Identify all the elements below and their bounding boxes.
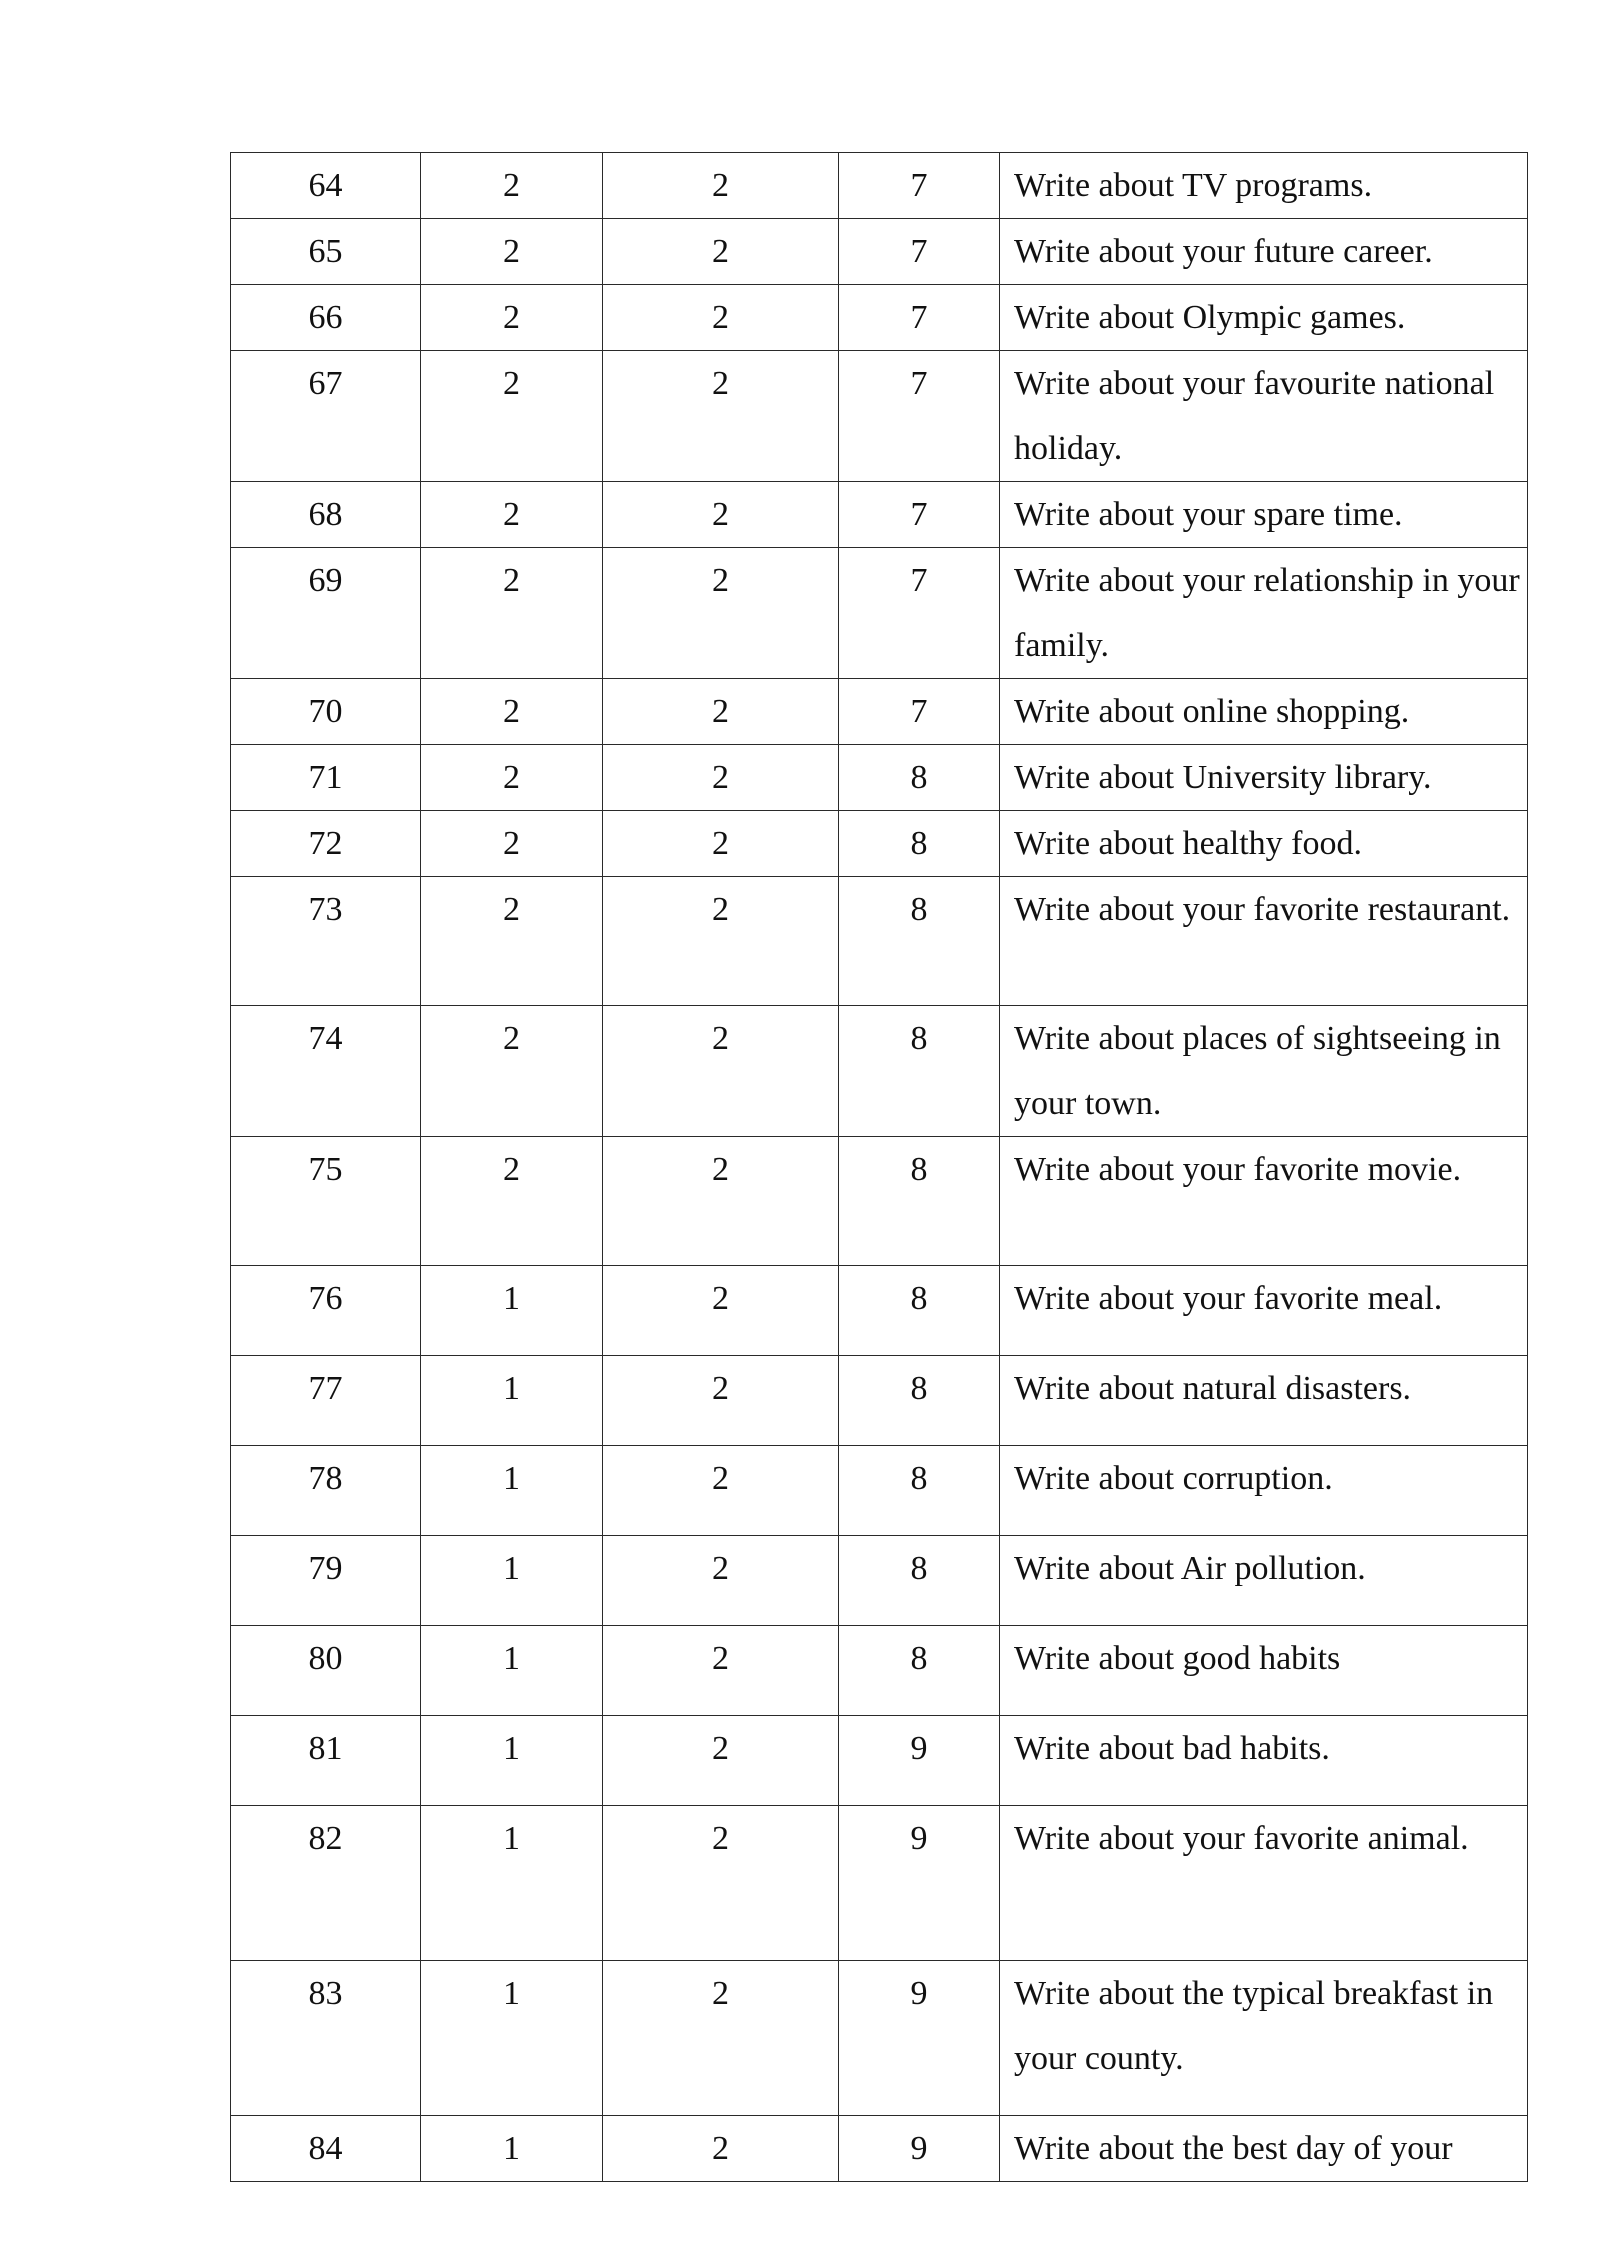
row-number-cell — [231, 2116, 421, 2182]
row-number-cell — [231, 1356, 421, 1446]
column-3-cell — [603, 811, 839, 877]
row-number-cell — [231, 351, 421, 482]
column-2-cell-text: 2 — [503, 496, 520, 533]
column-3-cell-text: 2 — [712, 1640, 729, 1677]
row-number-cell-text: 78 — [308, 1460, 343, 1497]
column-3-cell — [603, 877, 839, 1006]
table-row — [231, 877, 1528, 1006]
column-4-cell — [839, 219, 1000, 285]
column-2-cell — [421, 1137, 603, 1266]
table-row — [231, 219, 1528, 285]
row-number-cell — [231, 482, 421, 548]
table-row — [231, 1961, 1528, 2116]
row-number-cell — [231, 1626, 421, 1716]
column-2-cell — [421, 1806, 603, 1961]
column-2-cell-text: 2 — [503, 1151, 520, 1188]
column-4-cell — [839, 1806, 1000, 1961]
row-number-cell-text: 80 — [308, 1640, 343, 1677]
row-number-cell — [231, 219, 421, 285]
column-2-cell — [421, 548, 603, 679]
column-4-cell-text: 9 — [910, 1975, 928, 2012]
column-4-cell-text: 7 — [910, 562, 928, 599]
topic-cell-text: Write about your favorite restaurant. — [1014, 891, 1511, 928]
column-3-cell-text: 2 — [712, 562, 729, 599]
topic-cell-text: Write about natural disasters. — [1014, 1370, 1412, 1407]
topic-cell-text: Write about your spare time. — [1014, 496, 1403, 533]
row-number-cell — [231, 1536, 421, 1626]
topic-cell — [1000, 1356, 1528, 1446]
row-number-cell-text: 70 — [308, 693, 343, 730]
column-2-cell-text: 2 — [503, 825, 520, 862]
row-number-cell — [231, 1137, 421, 1266]
column-2-cell-text: 1 — [503, 1370, 520, 1407]
topic-cell-text: Write about the typical breakfast in your county. — [1014, 1975, 1494, 2077]
column-3-cell-text: 2 — [712, 365, 729, 402]
column-4-cell — [839, 811, 1000, 877]
topic-cell — [1000, 1536, 1528, 1626]
table-row — [231, 2116, 1528, 2182]
row-number-cell-text: 76 — [308, 1280, 343, 1317]
topic-cell-text: Write about online shopping. — [1014, 693, 1410, 730]
topic-cell — [1000, 482, 1528, 548]
column-4-cell-text: 7 — [910, 233, 928, 270]
row-number-cell-text: 69 — [308, 562, 343, 599]
column-3-cell — [603, 482, 839, 548]
row-number-cell — [231, 1446, 421, 1536]
column-2-cell — [421, 679, 603, 745]
column-3-cell-text: 2 — [712, 825, 729, 862]
topic-cell — [1000, 2116, 1528, 2182]
column-2-cell — [421, 1006, 603, 1137]
column-3-cell — [603, 1536, 839, 1626]
row-number-cell-text: 66 — [308, 299, 343, 336]
row-number-cell-text: 84 — [308, 2130, 343, 2167]
column-2-cell-text: 2 — [503, 693, 520, 730]
table-row — [231, 153, 1528, 219]
column-4-cell — [839, 1006, 1000, 1137]
column-3-cell — [603, 745, 839, 811]
column-2-cell-text: 1 — [503, 1550, 520, 1587]
column-3-cell — [603, 351, 839, 482]
column-4-cell — [839, 548, 1000, 679]
column-3-cell — [603, 1806, 839, 1961]
topic-cell-text: Write about your favorite meal. — [1014, 1280, 1443, 1317]
column-3-cell — [603, 1961, 839, 2116]
column-2-cell-text: 2 — [503, 891, 520, 928]
column-2-cell — [421, 482, 603, 548]
row-number-cell-text: 65 — [308, 233, 343, 270]
column-4-cell-text: 9 — [910, 1730, 928, 1767]
column-2-cell-text: 2 — [503, 299, 520, 336]
row-number-cell — [231, 285, 421, 351]
column-4-cell-text: 8 — [910, 1550, 928, 1587]
column-3-cell — [603, 548, 839, 679]
column-4-cell-text: 8 — [910, 1460, 928, 1497]
column-4-cell — [839, 1137, 1000, 1266]
column-2-cell — [421, 351, 603, 482]
column-3-cell — [603, 1006, 839, 1137]
column-4-cell — [839, 1446, 1000, 1536]
column-3-cell-text: 2 — [712, 1370, 729, 1407]
column-2-cell-text: 2 — [503, 365, 520, 402]
column-2-cell-text: 1 — [503, 2130, 520, 2167]
topic-cell — [1000, 219, 1528, 285]
row-number-cell — [231, 1716, 421, 1806]
column-4-cell-text: 7 — [910, 299, 928, 336]
column-3-cell — [603, 1716, 839, 1806]
table-row — [231, 482, 1528, 548]
column-4-cell-text: 8 — [910, 1280, 928, 1317]
topic-cell — [1000, 153, 1528, 219]
row-number-cell-text: 75 — [308, 1151, 343, 1188]
column-3-cell — [603, 1356, 839, 1446]
row-number-cell-text: 64 — [308, 167, 343, 204]
row-number-cell — [231, 1961, 421, 2116]
column-2-cell-text: 1 — [503, 1820, 520, 1857]
column-3-cell — [603, 679, 839, 745]
column-4-cell — [839, 351, 1000, 482]
table-row — [231, 1626, 1528, 1716]
column-3-cell — [603, 153, 839, 219]
row-number-cell-text: 68 — [308, 496, 343, 533]
column-2-cell-text: 2 — [503, 233, 520, 270]
column-4-cell — [839, 1626, 1000, 1716]
column-4-cell-text: 7 — [910, 496, 928, 533]
row-number-cell-text: 72 — [308, 825, 343, 862]
topic-cell-text: Write about places of sightseeing in your town. — [1014, 1020, 1501, 1122]
table-row — [231, 548, 1528, 679]
column-4-cell-text: 9 — [910, 2130, 928, 2167]
column-2-cell — [421, 1446, 603, 1536]
column-4-cell-text: 8 — [910, 891, 928, 928]
row-number-cell — [231, 548, 421, 679]
topic-cell — [1000, 1626, 1528, 1716]
topic-cell-text: Write about healthy food. — [1014, 825, 1362, 862]
column-4-cell — [839, 1536, 1000, 1626]
column-4-cell — [839, 153, 1000, 219]
topic-cell-text: Write about corruption. — [1014, 1460, 1333, 1497]
row-number-cell — [231, 811, 421, 877]
table-row — [231, 1806, 1528, 1961]
topic-cell-text: Write about your favorite movie. — [1014, 1151, 1462, 1188]
column-2-cell-text: 2 — [503, 167, 520, 204]
column-2-cell — [421, 2116, 603, 2182]
row-number-cell — [231, 1266, 421, 1356]
row-number-cell-text: 74 — [308, 1020, 343, 1057]
topic-cell — [1000, 679, 1528, 745]
column-2-cell-text: 1 — [503, 1460, 520, 1497]
column-3-cell — [603, 1446, 839, 1536]
row-number-cell — [231, 745, 421, 811]
column-4-cell — [839, 1716, 1000, 1806]
topic-cell — [1000, 1716, 1528, 1806]
column-3-cell-text: 2 — [712, 167, 729, 204]
topic-cell — [1000, 745, 1528, 811]
topic-cell — [1000, 548, 1528, 679]
column-3-cell-text: 2 — [712, 1730, 729, 1767]
column-2-cell — [421, 745, 603, 811]
column-2-cell — [421, 811, 603, 877]
column-2-cell — [421, 877, 603, 1006]
topic-cell — [1000, 1266, 1528, 1356]
table-row — [231, 1716, 1528, 1806]
column-2-cell-text: 1 — [503, 1280, 520, 1317]
table-row — [231, 679, 1528, 745]
row-number-cell-text: 83 — [308, 1975, 343, 2012]
column-4-cell-text: 8 — [910, 825, 928, 862]
row-number-cell-text: 81 — [308, 1730, 343, 1767]
table-row — [231, 811, 1528, 877]
column-4-cell-text: 8 — [910, 1151, 928, 1188]
column-4-cell — [839, 877, 1000, 1006]
row-number-cell-text: 79 — [308, 1550, 343, 1587]
column-4-cell-text: 7 — [910, 365, 928, 402]
column-3-cell-text: 2 — [712, 496, 729, 533]
column-2-cell-text: 2 — [503, 562, 520, 599]
column-4-cell — [839, 1266, 1000, 1356]
column-2-cell — [421, 1536, 603, 1626]
column-4-cell-text: 8 — [910, 759, 928, 796]
column-2-cell — [421, 1626, 603, 1716]
column-2-cell — [421, 1356, 603, 1446]
row-number-cell — [231, 679, 421, 745]
table-row — [231, 1536, 1528, 1626]
column-3-cell — [603, 219, 839, 285]
topic-cell-text: Write about the best day of your — [1014, 2130, 1453, 2167]
column-4-cell-text: 8 — [910, 1640, 928, 1677]
column-2-cell — [421, 153, 603, 219]
column-4-cell-text: 8 — [910, 1370, 928, 1407]
column-4-cell — [839, 1961, 1000, 2116]
topic-cell-text: Write about your favourite national holiday. — [1014, 365, 1495, 467]
column-3-cell-text: 2 — [712, 693, 729, 730]
column-3-cell-text: 2 — [712, 1550, 729, 1587]
table-row — [231, 1006, 1528, 1137]
column-3-cell-text: 2 — [712, 891, 729, 928]
topic-cell — [1000, 1006, 1528, 1137]
topics-table — [230, 152, 1528, 2182]
row-number-cell-text: 82 — [308, 1820, 343, 1857]
topic-cell — [1000, 1137, 1528, 1266]
column-2-cell-text: 2 — [503, 759, 520, 796]
column-2-cell — [421, 285, 603, 351]
column-3-cell — [603, 1137, 839, 1266]
topic-cell — [1000, 285, 1528, 351]
column-2-cell — [421, 1716, 603, 1806]
topic-cell — [1000, 877, 1528, 1006]
table-body — [231, 153, 1528, 2182]
column-3-cell-text: 2 — [712, 2130, 729, 2167]
column-4-cell — [839, 679, 1000, 745]
column-3-cell-text: 2 — [712, 759, 729, 796]
topic-cell-text: Write about Olympic games. — [1014, 299, 1406, 336]
topic-cell-text: Write about good habits — [1014, 1640, 1341, 1677]
row-number-cell — [231, 153, 421, 219]
topic-cell — [1000, 1806, 1528, 1961]
column-2-cell-text: 1 — [503, 1975, 520, 2012]
column-3-cell — [603, 2116, 839, 2182]
column-3-cell-text: 2 — [712, 299, 729, 336]
topic-cell-text: Write about Air pollution. — [1014, 1550, 1366, 1587]
column-2-cell-text: 1 — [503, 1640, 520, 1677]
table-row — [231, 1356, 1528, 1446]
column-2-cell — [421, 1266, 603, 1356]
column-3-cell-text: 2 — [712, 233, 729, 270]
row-number-cell — [231, 877, 421, 1006]
column-4-cell — [839, 745, 1000, 811]
column-2-cell-text: 1 — [503, 1730, 520, 1767]
topic-cell-text: Write about University library. — [1014, 759, 1432, 796]
row-number-cell-text: 73 — [308, 891, 343, 928]
topic-cell-text: Write about TV programs. — [1014, 167, 1373, 204]
topic-cell-text: Write about your favorite animal. — [1014, 1820, 1469, 1857]
table-row — [231, 1266, 1528, 1356]
column-4-cell-text: 8 — [910, 1020, 928, 1057]
table-row — [231, 351, 1528, 482]
table-row — [231, 1446, 1528, 1536]
row-number-cell — [231, 1006, 421, 1137]
row-number-cell — [231, 1806, 421, 1961]
column-3-cell-text: 2 — [712, 1280, 729, 1317]
column-3-cell-text: 2 — [712, 1151, 729, 1188]
topic-cell-text: Write about your future career. — [1014, 233, 1433, 270]
row-number-cell-text: 67 — [308, 365, 343, 402]
column-3-cell — [603, 1626, 839, 1716]
row-number-cell-text: 71 — [308, 759, 343, 796]
column-4-cell — [839, 285, 1000, 351]
column-4-cell-text: 7 — [910, 693, 928, 730]
table-row — [231, 745, 1528, 811]
column-3-cell — [603, 1266, 839, 1356]
column-3-cell-text: 2 — [712, 1820, 729, 1857]
column-3-cell-text: 2 — [712, 1975, 729, 2012]
table-row — [231, 1137, 1528, 1266]
column-3-cell-text: 2 — [712, 1460, 729, 1497]
row-number-cell-text: 77 — [308, 1370, 343, 1407]
topic-cell — [1000, 811, 1528, 877]
topic-cell — [1000, 1961, 1528, 2116]
topic-cell — [1000, 1446, 1528, 1536]
column-4-cell — [839, 482, 1000, 548]
topic-cell-text: Write about your relationship in your family. — [1014, 562, 1520, 664]
column-2-cell — [421, 1961, 603, 2116]
column-4-cell — [839, 2116, 1000, 2182]
topic-cell — [1000, 351, 1528, 482]
column-4-cell-text: 7 — [910, 167, 928, 204]
column-4-cell-text: 9 — [910, 1820, 928, 1857]
column-3-cell — [603, 285, 839, 351]
column-2-cell — [421, 219, 603, 285]
column-3-cell-text: 2 — [712, 1020, 729, 1057]
column-4-cell — [839, 1356, 1000, 1446]
column-2-cell-text: 2 — [503, 1020, 520, 1057]
table-row — [231, 285, 1528, 351]
topic-cell-text: Write about bad habits. — [1014, 1730, 1330, 1767]
